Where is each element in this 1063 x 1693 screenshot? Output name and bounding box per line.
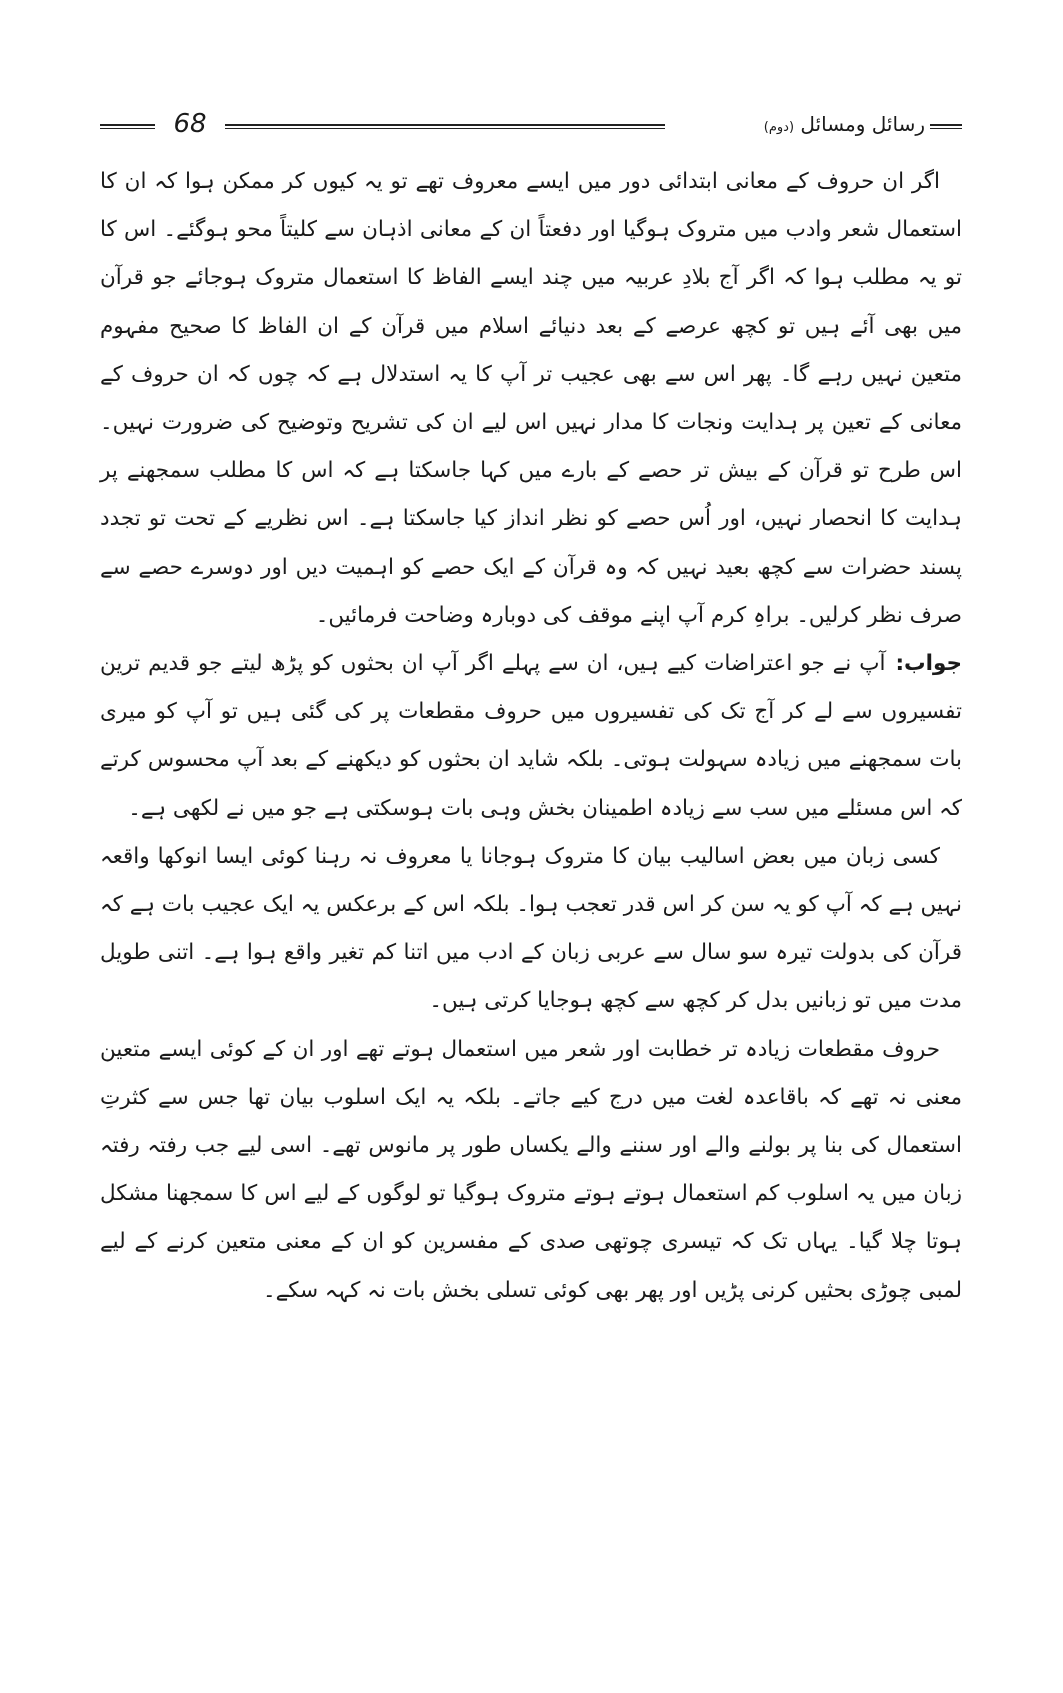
running-title-text: رسائل ومسائل — [800, 112, 925, 136]
running-header — [100, 104, 962, 144]
paragraph-answer — [100, 640, 962, 833]
paragraph-question: اگر ان حروف کے معانی ابتدائی دور میں ایسے معروف تھے تو یہ کیوں کر ممکن ہوا کہ ان کا استعمال شعر وادب میں متروک ہوگیا اور دفعتاً ان کے معانی اذہان سے کلیتاً محو ہوگئے۔ اس کا تو یہ مطلب ہوا کہ اگر آج بلادِ عربیہ میں چند ایسے الفاظ کا استعمال متروک ہوجائے جو قرآن میں بھی آئے ہیں تو کچھ عرصے کے بعد دنیائے اسلام میں قرآن کے ان الفاظ کا صحیح مفہوم متعین نہیں رہے گا۔ پھر اس سے بھی عجیب تر آپ کا یہ استدلال ہے کہ چوں کہ ان حروف کے معانی کے تعین پر ہدایت ونجات کا مدار نہیں اس لیے ان کی تشریح وتوضیح کی ضرورت نہیں۔ اس طرح تو قرآن کے بیش تر حصے کے بارے میں کہا جاسکتا ہے کہ اس کا مطلب سمجھنے پر ہدایت کا انحصار نہیں، اور اُس حصے کو نظر انداز کیا جاسکتا ہے۔ اس نظریے کے تحت تو تجدد پسند حضرات سے کچھ بعید نہیں کہ وہ قرآن کے ایک حصے کو اہمیت دیں اور دوسرے حصے سے صرف نظر کرلیں۔ براہِ کرم آپ اپنے موقف کی دوبارہ وضاحت فرمائیں۔ — [100, 169, 962, 628]
answer-label: جواب: — [895, 651, 962, 677]
running-title-volume: (دوم) — [763, 120, 795, 135]
paragraph-three: کسی زبان میں بعض اسالیب بیان کا متروک ہوجانا یا معروف نہ رہنا کوئی ایسا انوکھا واقعہ نہیں ہے کہ آپ کو یہ سن کر اس قدر تعجب ہوا۔ بلکہ اس کے برعکس یہ ایک عجیب بات ہے کہ قرآن کی بدولت تیرہ سو سال سے عربی زبان کے ادب میں اتنا کم تغیر واقع ہوا ہے۔ اتنی طویل مدت میں تو زبانیں بدل کر کچھ سے کچھ ہوجایا کرتی ہیں۔ — [100, 843, 962, 1014]
header-rule-middle — [225, 124, 665, 129]
running-title — [670, 104, 925, 148]
paragraph-four: حروف مقطعات زیادہ تر خطابت اور شعر میں استعمال ہوتے تھے اور ان کے کوئی ایسے متعین معنی نہ تھے کہ باقاعدہ لغت میں درج کیے جاتے۔ بلکہ یہ ایک اسلوب بیان تھا جس سے کثرتِ استعمال کی بنا پر بولنے والے اور سننے والے یکساں طور پر مانوس تھے۔ اسی لیے جب رفتہ رفتہ زبان میں یہ اسلوب کم استعمال ہوتے ہوتے متروک ہوگیا تو لوگوں کے لیے اس کا سمجھنا مشکل ہوتا چلا گیا۔ یہاں تک کہ تیسری چوتھی صدی کے مفسرین کو ان کے معنی متعین کرنے کے لیے لمبی چوڑی بحثیں کرنی پڑیں اور پھر بھی کوئی تسلی بخش بات نہ کہہ سکے۔ — [100, 1036, 962, 1303]
header-rule-left — [100, 124, 155, 129]
header-rule-right — [930, 124, 962, 129]
body-text — [100, 158, 962, 1315]
answer-text: آپ نے جو اعتراضات کیے ہیں، ان سے پہلے اگر آپ ان بحثوں کو پڑھ لیتے جو قدیم ترین تفسیروں سے لے کر آج تک کی تفسیروں میں حروف مقطعات پر کی گئی ہیں تو آپ کو میری بات سمجھنے میں زیادہ سہولت ہوتی۔ بلکہ شاید ان بحثوں کو دیکھنے کے بعد آپ محسوس کرتے کہ اس مسئلے میں سب سے زیادہ اطمینان بخش وہی بات ہوسکتی ہے جو میں نے لکھی ہے۔ — [100, 651, 962, 821]
page-number: 68 — [173, 109, 207, 139]
